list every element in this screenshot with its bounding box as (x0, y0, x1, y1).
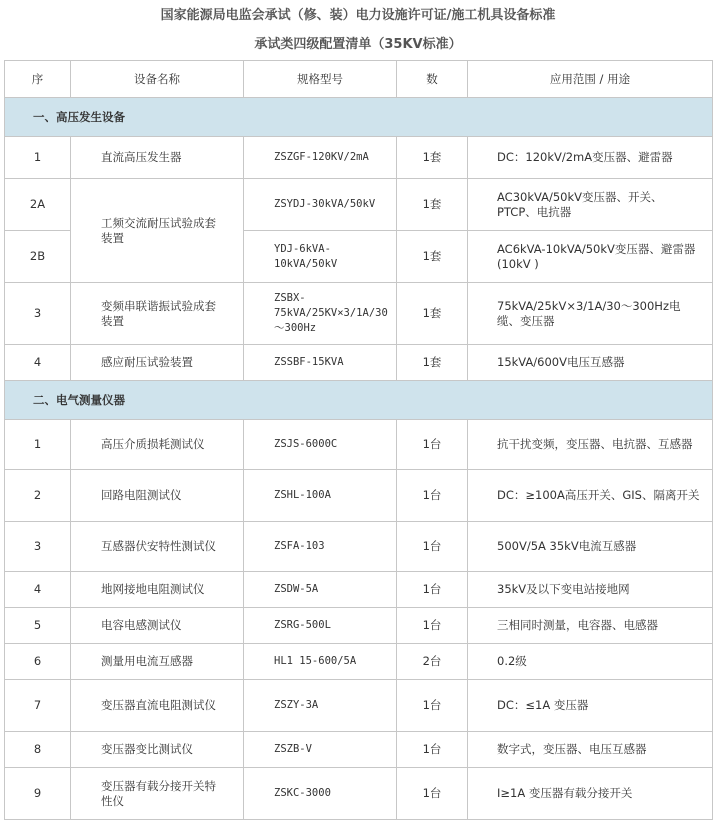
cell-no: 7 (5, 680, 71, 732)
cell-qty: 1台 (397, 522, 468, 572)
cell-use: AC6kVA-10kVA/50kV变压器、避雷器(10kV ) (468, 231, 713, 283)
cell-model: HL1 15-600/5A (244, 644, 397, 680)
cell-name: 直流高压发生器 (71, 137, 244, 179)
cell-qty: 1台 (397, 572, 468, 608)
header-qty: 数 (397, 61, 468, 98)
table-row (5, 179, 713, 231)
cell-no: 1 (5, 137, 71, 179)
cell-name: 变压器有载分接开关特性仪 (71, 768, 244, 820)
cell-qty: 1套 (397, 345, 468, 381)
cell-qty: 1台 (397, 680, 468, 732)
table-row (5, 345, 713, 381)
cell-qty: 1套 (397, 283, 468, 345)
cell-qty: 1台 (397, 608, 468, 644)
cell-no: 9 (5, 768, 71, 820)
cell-no: 1 (5, 420, 71, 470)
cell-name: 高压介质损耗测试仪 (71, 420, 244, 470)
cell-name: 工频交流耐压试验成套装置 (71, 179, 244, 283)
cell-use: DC：≤1A 变压器 (468, 680, 713, 732)
cell-use: 15kVA/600V电压互感器 (468, 345, 713, 381)
cell-use: 75kVA/25kV×3/1A/30～300Hz电缆、变压器 (468, 283, 713, 345)
cell-no: 5 (5, 608, 71, 644)
section-title: 二、电气测量仪器 (5, 381, 713, 420)
section-row (5, 98, 713, 137)
cell-qty: 1台 (397, 732, 468, 768)
cell-model: ZSDW-5A (244, 572, 397, 608)
table-row (5, 768, 713, 820)
cell-model: ZSZY-3A (244, 680, 397, 732)
cell-model: ZSRG-500L (244, 608, 397, 644)
cell-no: 4 (5, 572, 71, 608)
table-row (5, 732, 713, 768)
cell-use: DC：120kV/2mA变压器、避雷器 (468, 137, 713, 179)
cell-name: 变频串联谐振试验成套装置 (71, 283, 244, 345)
cell-no: 2B (5, 231, 71, 283)
cell-no: 3 (5, 522, 71, 572)
doc-title-line1: 国家能源局电监会承试（修、装）电力设施许可证/施工机具设备标准 (160, 8, 556, 23)
cell-no: 6 (5, 644, 71, 680)
cell-qty: 1台 (397, 768, 468, 820)
cell-use: 抗干扰变频，变压器、电抗器、互感器 (468, 420, 713, 470)
cell-qty: 1套 (397, 179, 468, 231)
table-row (5, 137, 713, 179)
table-body (5, 98, 713, 820)
cell-qty: 1套 (397, 231, 468, 283)
cell-name: 电容电感测试仪 (71, 608, 244, 644)
cell-qty: 1台 (397, 420, 468, 470)
cell-model: ZSBX- 75kVA/25KV×3/1A/30～300Hz (244, 283, 397, 345)
table-row (5, 420, 713, 470)
header-model: 规格型号 (244, 61, 397, 98)
cell-model: ZSKC-3000 (244, 768, 397, 820)
cell-model: ZSJS-6000C (244, 420, 397, 470)
table-row (5, 644, 713, 680)
cell-name: 变压器直流电阻测试仪 (71, 680, 244, 732)
table-row (5, 470, 713, 522)
cell-no: 4 (5, 345, 71, 381)
cell-model: ZSFA-103 (244, 522, 397, 572)
cell-no: 3 (5, 283, 71, 345)
cell-qty: 2台 (397, 644, 468, 680)
equipment-table (4, 60, 713, 820)
cell-model: ZSYDJ-30kVA/50kV (244, 179, 397, 231)
header-name: 设备名称 (71, 61, 244, 98)
cell-model: ZSHL-100A (244, 470, 397, 522)
header-no: 序 (5, 61, 71, 98)
cell-use: 数字式，变压器、电压互感器 (468, 732, 713, 768)
cell-use: AC30kVA/50kV变压器、开关、PTCP、电抗器 (468, 179, 713, 231)
cell-name: 地网接地电阻测试仪 (71, 572, 244, 608)
cell-qty: 1套 (397, 137, 468, 179)
cell-model: ZSZGF-120KV/2mA (244, 137, 397, 179)
cell-no: 2 (5, 470, 71, 522)
cell-no: 8 (5, 732, 71, 768)
header-row (5, 61, 713, 98)
cell-name: 互感器伏安特性测试仪 (71, 522, 244, 572)
cell-use: 0.2级 (468, 644, 713, 680)
cell-model: ZSZB-V (244, 732, 397, 768)
section-row (5, 381, 713, 420)
cell-name: 回路电阻测试仪 (71, 470, 244, 522)
table-row (5, 283, 713, 345)
doc-title-line2: 承试类四级配置清单（35KV标准） (254, 37, 462, 52)
table-row (5, 608, 713, 644)
cell-name: 变压器变比测试仪 (71, 732, 244, 768)
section-title: 一、高压发生设备 (5, 98, 713, 137)
cell-no: 2A (5, 179, 71, 231)
table-row (5, 522, 713, 572)
cell-use: DC：≥100A高压开关、GIS、隔离开关 (468, 470, 713, 522)
cell-use: 35kV及以下变电站接地网 (468, 572, 713, 608)
cell-use: I≥1A 变压器有载分接开关 (468, 768, 713, 820)
cell-qty: 1台 (397, 470, 468, 522)
header-use: 应用范围 / 用途 (468, 61, 713, 98)
cell-model: YDJ-6kVA-10kVA/50kV (244, 231, 397, 283)
cell-use: 500V/5A 35kV电流互感器 (468, 522, 713, 572)
cell-name: 感应耐压试验装置 (71, 345, 244, 381)
cell-use: 三相同时测量，电容器、电感器 (468, 608, 713, 644)
table-row (5, 680, 713, 732)
table-row (5, 572, 713, 608)
cell-model: ZSSBF-15KVA (244, 345, 397, 381)
cell-name: 测量用电流互感器 (71, 644, 244, 680)
